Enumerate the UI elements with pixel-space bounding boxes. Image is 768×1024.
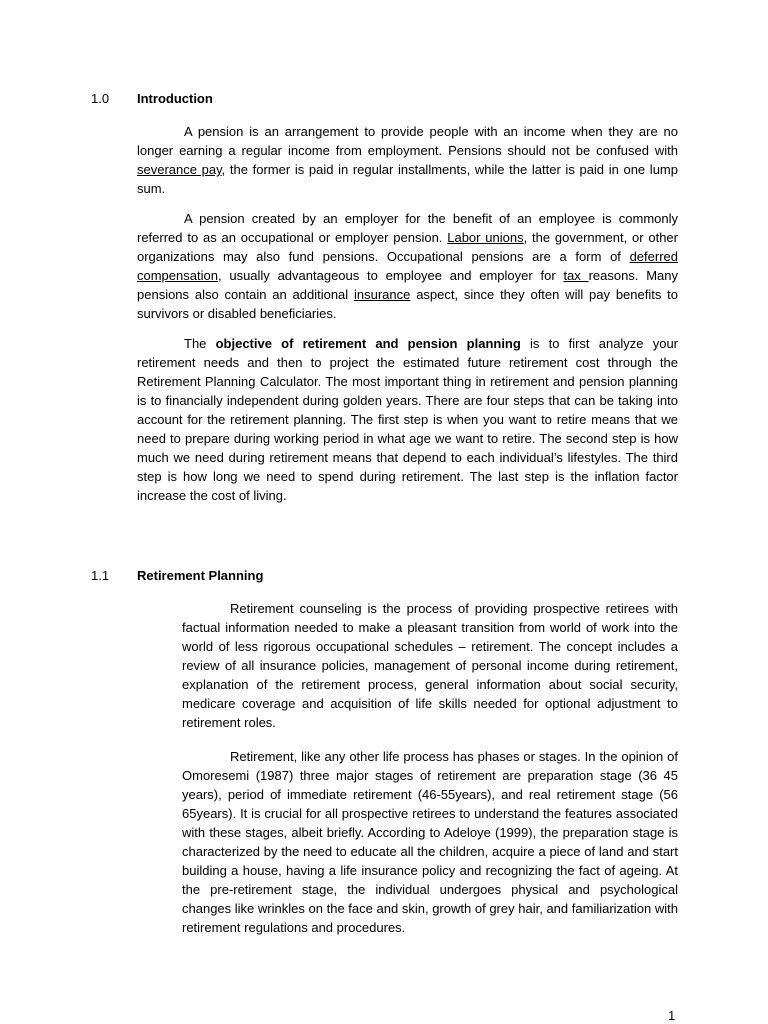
text-run: The <box>184 336 216 351</box>
text-run: A pension is an arrangement to provide people with an income when they are no longer earning a regular income from employment. Pensions should not be confused with <box>137 124 678 158</box>
insurance-link[interactable]: insurance <box>354 287 411 302</box>
text-run: , the government, or other organizations may also fund pensions. Occupational pensions are a form of <box>137 230 678 264</box>
tax-link[interactable]: tax <box>563 268 589 283</box>
retirement-paragraph-1: Retirement counseling is the process of providing prospective retirees with factual information needed to make a pleasant transition from world of work into the world of less rigorous occupational schedules – retirement. The concept includes a review of all insurance policies, management of personal income during retirement, explanation of the retirement process, general information about social security, medicare coverage and acquisition of life skills needed for optional adjustment to retirement roles. <box>182 601 678 730</box>
objective-phrase: objective of retirement and pension planning <box>215 336 521 351</box>
text-run: , usually advantageous to employee and employer for <box>217 268 564 283</box>
text-run: A pension created by an employer for the benefit of an employee is commonly referred to as an occupational or employer pension. <box>137 211 678 245</box>
text-run: reasons. Many pensions also contain an additional <box>137 268 678 302</box>
text-run: aspect, since they often will pay benefits to survivors or disabled beneficiaries. <box>137 287 679 321</box>
section-heading-retirement-planning <box>91 567 351 585</box>
section-title: Retirement Planning <box>137 568 264 583</box>
retirement-paragraph-2: Retirement, like any other life process has phases or stages. In the opinion of Omoresemi (1987) three major stages of retirement are preparation stage (36 45 years), period of immediate retirement (46-55years), and real retirement stage (56 65years). It is crucial for all prospective retirees to understand the features associated with these stages, albeit briefly. According to Adeloye (1999), the preparation stage is characterized by the need to educate all the children, acquire a piece of land and start building a house, having a life insurance policy and recognizing the fact of ageing. At the pre-retirement stage, the individual undergoes physical and psychological changes like wrinkles on the face and skin, growth of grey hair, and familiarization with retirement regulations and procedures. <box>182 749 678 935</box>
severance-pay-link[interactable]: severance pay <box>137 162 222 177</box>
text-run: , the former is paid in regular installments, while the latter is paid in one lump sum. <box>137 162 678 196</box>
labor-unions-link[interactable]: Labor unions <box>447 230 524 245</box>
section-number: 1.0 <box>91 91 110 106</box>
intro-paragraph-3 <box>137 334 678 505</box>
intro-paragraph-2 <box>137 209 678 323</box>
section-number: 1.1 <box>91 568 110 583</box>
deferred-compensation-link[interactable]: deferred compensation <box>137 249 678 283</box>
intro-paragraph-1 <box>137 122 678 198</box>
section-heading-introduction <box>91 90 291 108</box>
section-title: Introduction <box>137 91 213 106</box>
page-number: 1 <box>668 1008 676 1023</box>
text-run: is to first analyze your retirement needs and then to project the estimated future retirement cost through the Retirement Planning Calculator. The most important thing in retirement and pension planning is to financially independent during golden years. There are four steps that can be taking into account for the retirement planning. The first step is when you want to retire means that we need to prepare during working period in what age we want to retire. The second step is how much we need during retirement means that depend to each individual’s lifestyles. The third step is how long we need to spend during retirement. The last step is the inflation factor increase the cost of living. <box>137 336 679 503</box>
